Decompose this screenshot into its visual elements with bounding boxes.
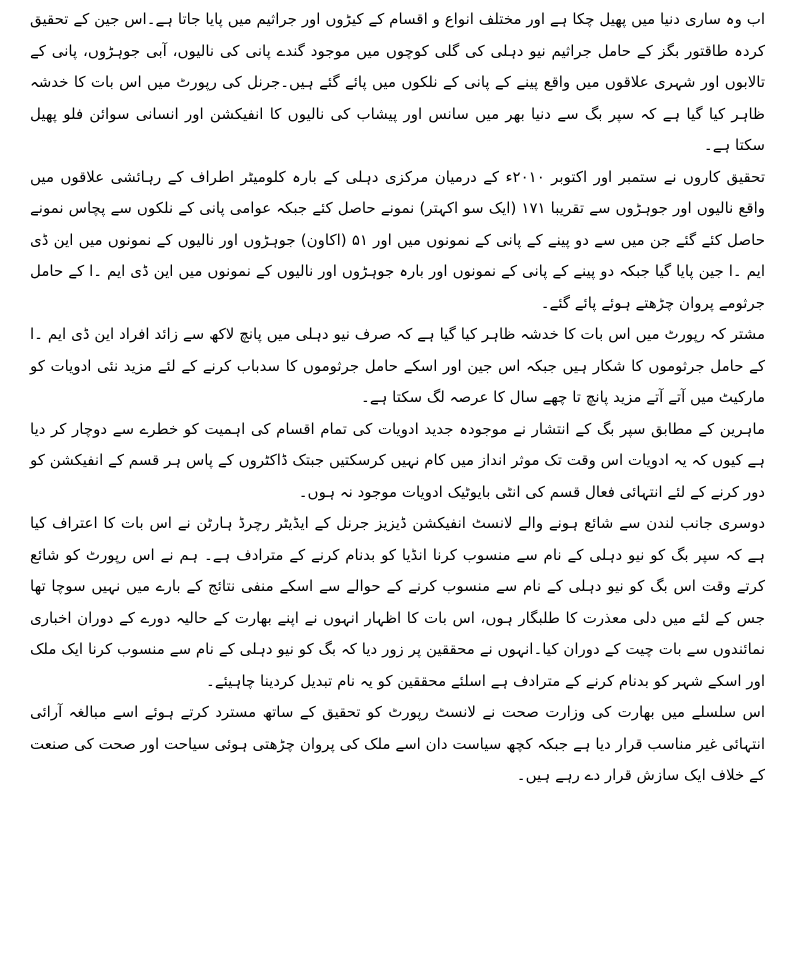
paragraph-lancet-editor: دوسری جانب لندن سے شائع ہونے والے لانسٹ انفیکشن ڈیزیز جرنل کے ایڈیٹر رچرڈ ہارٹن نے اس بات کا اعتراف کیا ہے کہ سپر بگ کو نیو دہلی کے نام سے منسوب کرنا انڈیا کو بدنام کرنے کے مترادف ہے۔ ہم نے اس رپورٹ کو شائع کرتے وقت اس بگ کو نیو دہلی کے نام سے منسوب کرنے کے حوالے سے اسکے منفی نتائج کے بارے میں نہیں سوچا تھا جس کے لئے میں دلی معذرت کا طلبگار ہوں، اس بات کا اظہار انہوں نے اپنے بھارت کے حالیہ دورے کے دوران اخباری نمائندوں سے بات چیت کے دوران کیا۔انہوں نے محققین پر زور دیا کہ بگ کو نیو دہلی کے نام سے منسوب کرنا ایک ملک اور اسکے شہر کو بدنام کرنے کے مترادف ہے اسلئے محققین کو یہ نام تبدیل کردینا چاہیئے۔	[30, 514, 765, 690]
paragraph-experts-opinion: ماہرین کے مطابق سپر بگ کے انتشار نے موجودہ جدید ادویات کی تمام اقسام کی اہمیت کو خطرے سے دوچار کر دیا ہے کیوں کہ یہ ادویات اس وقت تک موثر انداز میں کام نہیں کرسکتیں جبتک ڈاکٹروں کے پاس ہر قسم کے انفیکشن کو دور کرنے کے لئے انتہائی فعال قسم کی انٹی بایوٹیک ادویات موجود نہ ہوں۔	[30, 419, 765, 501]
paragraph-health-ministry: اس سلسلے میں بھارت کی وزارت صحت نے لانسٹ رپورٹ کو تحقیق کے ساتھ مسترد کرتے ہوئے اسے مبالغہ آرائی انتہائی غیر مناسب قرار دیا ہے جبکہ کچھ سیاست دان اسے ملک کی پروان چڑھتی ہوئی سیاحت اور صحت کی صنعت کے خلاف ایک سازش قرار دے رہے ہیں۔	[30, 703, 765, 784]
paragraph-joint-report: مشتر کہ رپورٹ میں اس بات کا خدشہ ظاہر کیا گیا ہے کہ صرف نیو دہلی میں پانچ لاکھ سے زائد افراد این ڈی ایم ۔ا کے حامل جرثوموں کا شکار ہیں جبکہ اس جین اور اسکے حامل جرثوموں کا سدباب کرنے کے لئے مزید نئی ادویات کو مارکیٹ میں آتے آتے مزید پانچ تا چھے سال کا عرصہ لگ سکتا ہے۔	[30, 325, 765, 406]
paragraph-research-samples: تحقیق کاروں نے ستمبر اور اکتوبر ۲۰۱۰ء کے درمیان مرکزی دہلی کے بارہ کلومیٹر اطراف کے رہائشی علاقوں میں واقع نالیوں اور جوہڑوں سے تقریبا ۱۷۱ (ایک سو اکہتر) نمونے حاصل کئے جبکہ عوامی پانی کے نلکوں سے پچاس نمونے حاصل کئے گئے جن میں سے دو پینے کے پانی کے نمونوں میں اور ۵۱ (اکاون) جوہڑوں اور نالیوں کے نمونوں میں این ڈی ایم ۔ا جین پایا گیا جبکہ دو پینے کے پانی کے نمونوں اور بارہ جوہڑوں اور نالیوں کے نمونوں میں این ڈی ایم ۔ا کے حامل جرثومے پروان چڑھتے ہوئے پائے گئے۔	[30, 167, 765, 312]
paragraph-superbug-spread: اب وہ ساری دنیا میں پھیل چکا ہے اور مختلف انواع و اقسام کے کیڑوں اور جراثیم میں پایا جاتا ہے۔اس جین کے تحقیق کردہ طاقتور بگز کے حامل جراثیم نیو دہلی کی گلی کوچوں میں موجود گندے پانی کی نالیوں، آبی جوہڑوں، پانی کے تالابوں اور شہری علاقوں میں واقع پینے کے پانی کے نلکوں میں پائے گئے ہیں۔جرنل کی رپورٹ میں اس بات کا خدشہ ظاہر کیا گیا ہے کہ سپر بگ سے دنیا بھر میں سانس اور پیشاب کی نالیوں کا انفیکشن اور انسانی سوائن فلو پھیل سکتا ہے۔	[30, 10, 765, 154]
